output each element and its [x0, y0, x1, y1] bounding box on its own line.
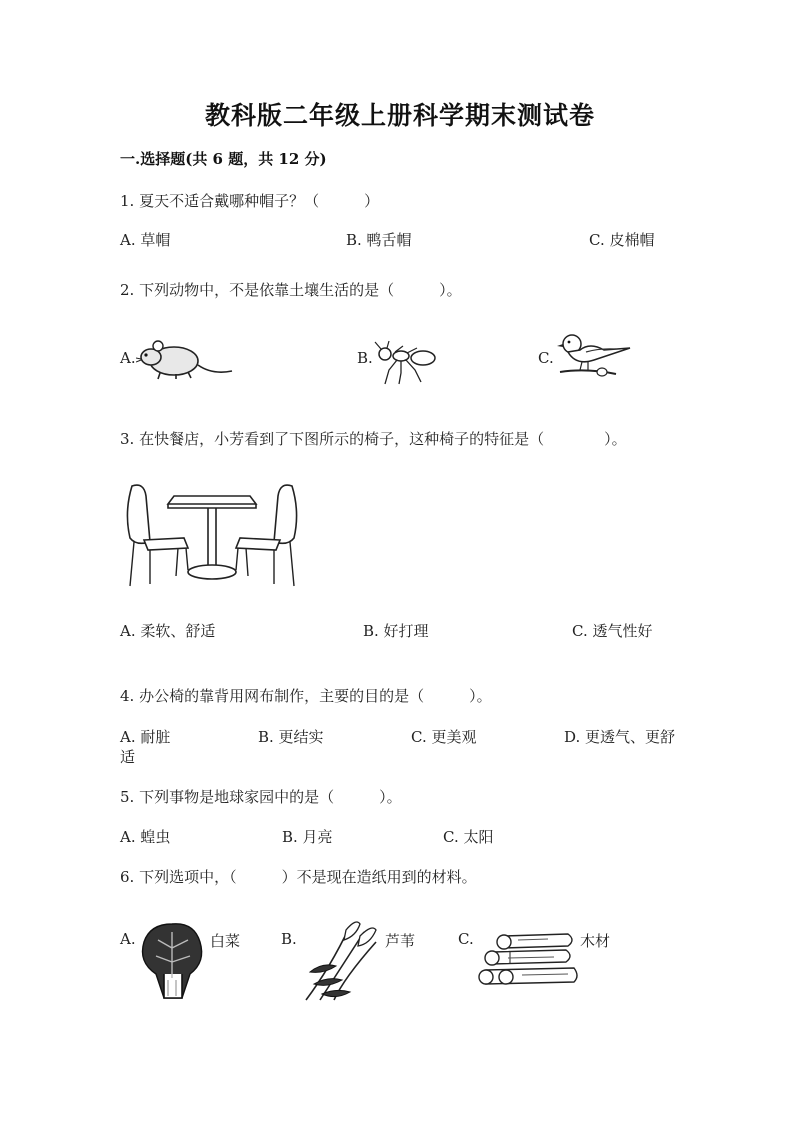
question-6-label-b: 芦苇: [385, 932, 416, 950]
question-4-option-b[interactable]: B. 更结实: [258, 728, 324, 746]
section-heading: 一.选择题(共 6 题，共 12 分): [120, 150, 327, 168]
bird-icon: [556, 332, 632, 386]
question-5-option-c[interactable]: C. 太阳: [443, 828, 494, 846]
question-6-label-c: 木材: [580, 932, 611, 950]
question-1-stem: 1. 夏天不适合戴哪种帽子？（ ）: [120, 192, 380, 210]
mouse-icon: [136, 335, 236, 383]
question-4-stem: 4. 办公椅的靠背用网布制作，主要的目的是（ ）。: [120, 687, 492, 705]
exam-title: 教科版二年级上册科学期末测试卷: [204, 101, 595, 130]
question-6-option-a[interactable]: A.: [120, 930, 136, 948]
question-5-stem: 5. 下列事物是地球家园中的是（ ）。: [120, 788, 402, 806]
question-2-option-b[interactable]: B.: [357, 349, 373, 367]
question-5-option-a[interactable]: A. 蝗虫: [120, 828, 171, 846]
question-1-option-a[interactable]: A. 草帽: [120, 231, 171, 249]
question-3-stem: 3. 在快餐店，小芳看到了下图所示的椅子，这种椅子的特征是（ ）。: [120, 430, 627, 448]
question-6-option-b[interactable]: B.: [281, 930, 297, 948]
reed-icon: [300, 918, 380, 1002]
question-6-label-a: 白菜: [210, 932, 241, 950]
cabbage-icon: [136, 918, 208, 1002]
question-4-option-c[interactable]: C. 更美观: [411, 728, 477, 746]
question-6-stem: 6. 下列选项中，（ ）不是现在造纸用到的材料。: [120, 868, 477, 886]
logs-icon: [478, 930, 580, 994]
question-6-option-c[interactable]: C.: [458, 930, 474, 948]
question-2-option-a[interactable]: A.: [120, 349, 136, 367]
question-3-option-c[interactable]: C. 透气性好: [572, 622, 653, 640]
question-2-option-c[interactable]: C.: [538, 349, 554, 367]
ant-icon: [373, 340, 441, 386]
question-5-option-b[interactable]: B. 月亮: [282, 828, 333, 846]
question-3-option-b[interactable]: B. 好打理: [363, 622, 429, 640]
question-1-option-c[interactable]: C. 皮棉帽: [589, 231, 655, 249]
table-chairs-icon: [122, 482, 302, 588]
question-4-option-d[interactable]: D. 更透气、更舒: [564, 728, 676, 746]
question-1-option-b[interactable]: B. 鸭舌帽: [346, 231, 412, 249]
question-2-stem: 2. 下列动物中，不是依靠土壤生活的是（ ）。: [120, 281, 462, 299]
question-4-option-a[interactable]: A. 耐脏: [120, 728, 171, 746]
question-4-option-d-wrap: 适: [120, 748, 136, 766]
question-3-option-a[interactable]: A. 柔软、舒适: [120, 622, 216, 640]
